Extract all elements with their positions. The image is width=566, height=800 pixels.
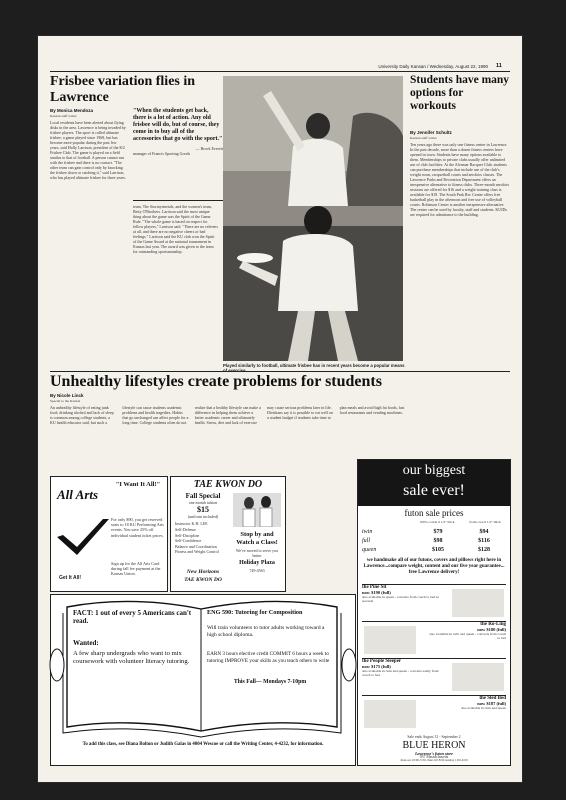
- futon-item: the Ro-Ling now $180 (full) also available in twin and queen - converts from couch to bed: [362, 621, 506, 658]
- all-arts-signup: Sign up for the All Arts Card during fall fee payment at the Kansas Union.: [111, 561, 161, 577]
- frisbee-byline: By Monica Mendoza: [50, 108, 94, 113]
- blue-heron-hours: mon-sat 10:00-5:30, thurs till 8:00 sunday 1:00-4:00: [400, 759, 468, 762]
- all-arts-title: All Arts: [57, 487, 99, 502]
- all-arts-body: For only $90, you get reserved seats to 18 KU Performing Arts events. You save 25% off individual student ticket prices.: [111, 517, 164, 538]
- futon-price-row: twin $79 $94: [362, 529, 489, 535]
- section-rule: [50, 371, 510, 372]
- header-rule: [50, 71, 510, 72]
- blue-heron: BLUE HERON: [402, 740, 466, 751]
- frisbee-pull-quote: [133, 108, 223, 201]
- futon-sketch: [452, 589, 504, 617]
- students-headline: Students have many options for workouts: [410, 74, 510, 112]
- futon-items: [362, 584, 506, 734]
- lifestyles-byline-title: Special to the Kansan: [50, 399, 81, 403]
- futon-sketch: [364, 626, 416, 654]
- futon-sketch: [452, 663, 504, 691]
- futon-col1: 100% cotton 6 1/2" thick: [419, 520, 455, 524]
- tutoring-contact: To add this class, see Diana Bolton or Judith Galas in 4004 Wescoe or call the Writing Center, 4-4232, for information.: [82, 742, 324, 747]
- pull-quote-text: "When the students get back, there is a lot of action. Any old frisbee will do, but of course, they come in to buy all of the accessories that go with the sport.": [133, 108, 223, 142]
- benefit-item: Self-Confidence: [175, 538, 202, 543]
- futon-sketch: [364, 700, 416, 728]
- frisbee-photo: [223, 76, 403, 361]
- benefit-item: Fitness and Weight Control: [175, 549, 219, 554]
- futon-price-row: queen $105 $128: [362, 547, 490, 553]
- futon-price-table: [362, 528, 506, 555]
- futon-intro: we handmake all of our futons, covers and pillows right here in Lawrence...compare weight, content and our five year guarantee... free Lawrence delivery!: [363, 558, 505, 575]
- futon-sale-dates: Sale ends August 31 - September 2: [407, 735, 461, 739]
- futon-col2: foam core 6 1/2" thick: [469, 520, 501, 524]
- eng-course: ENG 590: Tutoring for Composition: [207, 609, 303, 616]
- new-horizons-tkd: TAE KWON DO: [184, 577, 222, 583]
- book-right-hand: [341, 635, 357, 695]
- fall-special: Fall Special: [185, 492, 221, 500]
- tkd-location: Holiday Plaza: [239, 560, 275, 566]
- tkd-stop-by: Stop by and Watch a Class!: [236, 531, 278, 546]
- frisbee-body-col2: team, The Stormyrinetals, and the women's team, Betty O'Brothers. Larrison said the most unique thing about the game was the Spirit of the Game Rule. "The whole game is based on respect for fellow players," Larrison said. "There are no referees at all, and there are no negative cheers or bad feelings." Larrison said the KU club won the Spirit of the Game Award at the national tournament in Kansas last year. The award was given to the team for outstanding sportsmanship.: [133, 204, 218, 254]
- benefit-item: Self-Discipline: [175, 532, 200, 538]
- tkd-offer: one month tuition: [188, 500, 218, 505]
- lifestyles-byline: By Nicole Linck: [50, 393, 84, 398]
- get-it-all: Get It All!: [59, 575, 82, 581]
- pull-quote-name: — Brock Everett: [195, 146, 223, 151]
- all-arts-card-graphic: [55, 517, 111, 557]
- fact-text: FACT: 1 out of every 5 Americans can't read.: [73, 609, 192, 625]
- students-byline: By Jennifer Schultz: [410, 130, 452, 135]
- newspaper-page: [38, 36, 522, 782]
- frisbee-headline: Frisbee variation flies in Lawrence: [50, 74, 196, 105]
- lifestyles-body: An unhealthy lifestyle of eating junk food, drinking alcohol and lack of sleep is common among college students, a KU health educator said, but such a lifestyle can cause students academic problems and health tragedies. Habits that go unchanged can affect people for a long time. College students often do not realize that a healthy lifestyle can make a difference in helping them achieve a better academic career and ultimately health. Stress, diet and lack of exercise may cause serious problems later in life. Dietitians say it is possible to eat well on a student budget if students take time to plan meals and avoid high fat foods, fast food restaurants and vending machines.: [50, 405, 405, 425]
- benefit-item: Self-Defense: [175, 527, 196, 532]
- students-byline-title: Kansan staff writer: [410, 136, 437, 140]
- eng-desc: Will train volunteers to tutor adults working toward a high school diploma.: [207, 625, 325, 638]
- tkd-moved: We've moved to serve you better: [235, 548, 279, 558]
- tkd-price: $15: [197, 505, 209, 514]
- earn-commit-improve: EARN 3 hours elective credit COMMIT 6 hours a week to tutoring IMPROVE your skills as you teach others to write: [207, 651, 330, 664]
- page-number: 11: [496, 63, 502, 69]
- tkd-uniform: (uniform included): [187, 514, 219, 519]
- tkd-instructor: Instructor K.H. LEE: [175, 521, 208, 526]
- new-horizons: New Horizons: [186, 569, 220, 575]
- futon-ad: [357, 459, 511, 766]
- blue-heron-tagline: Lawrence's futon store: [415, 751, 453, 756]
- futon-headline2: sale ever!: [403, 482, 465, 499]
- frisbee-body-col1: Local residents have been alerted about flying disks in the area. Lawrence is being invaded by frisbee players. The sport is called ultimate frisbee, a game played since 1968, but has become more popular during the past few years, said Holly Larrison, president of the KU Frisbee Club. The game is played on a field similar to that of football. A person cannot run with the frisbee and there is no contact. "The other team can gain control only by knocking the frisbee down or catching it," said Larrison, who has played ultimate frisbee for three years.: [50, 120, 126, 180]
- lifestyles-headline: Unhealthy lifestyles create problems for students: [50, 373, 382, 390]
- futon-headline1: our biggest: [402, 463, 466, 478]
- tkd-benefits: [175, 527, 231, 555]
- blue-heron-address: 937 Massachusetts: [419, 755, 449, 759]
- taekwondo-title: TAE KWON DO: [193, 479, 263, 490]
- futon-price-row: full $98 $116: [362, 538, 490, 544]
- futon-item: the Sled Bed now $187 (full) also available in twin and queen: [362, 695, 506, 734]
- book-left-hand: [49, 635, 65, 695]
- paper-info: University Daily Kansan / Wednesday, August 22, 1990: [378, 64, 488, 69]
- students-body: Ten years ago there was only one fitness center in Lawrence. In the past decade, more than a dozen fitness centers have opened in town. Students have many options available to them. Memberships to private clubs usually offer unlimited use of club facilities. At the Alvamar Racquet Club, students can purchase memberships that include use of the club's weight room, racquetball courts and aerobics classes. The Lawrence Parks and Recreation Department offers an inexpensive alternative to fitness clubs. Three-month aerobics sessions are offered for $16 and a weight training class is available for $18. The South Park Rec Center offers free basketball play in the afternoon and free use of volleyball courts. Robinson Center is another inexpensive alternative. The center can be used by faculty, staff and students. KUIDs are required for admittance to the building.: [410, 142, 510, 217]
- photo-caption: Played similarly to football, ultimate frisbee has in recent years become a popular means: [223, 363, 405, 368]
- wanted-label: Wanted:: [73, 639, 99, 647]
- wanted-text: A few sharp undergrads who want to mix coursework with volunteer literacy tutoring.: [73, 650, 190, 665]
- all-arts-ad: [50, 476, 168, 592]
- pull-quote-title: manager of Francis Sporting Goods: [133, 151, 191, 156]
- tkd-photo: [233, 493, 281, 527]
- futon-item: the Pine Sit now $190 (full) also available in queen - converts from couch to bed in seconds: [362, 584, 506, 621]
- futon-item: the People Sleeper now $175 (full) also available in twin and queen - converts easily from couch to bed: [362, 658, 506, 695]
- taekwondo-ad: [170, 476, 286, 592]
- benefit-item: Balance and Coordination: [175, 543, 217, 549]
- futon-subhead: futon sale prices: [404, 508, 464, 518]
- frisbee-byline-title: Kansan staff writer: [50, 114, 77, 118]
- tutoring-ad: [50, 594, 356, 766]
- all-arts-tagline: "I Want It All!": [115, 481, 161, 488]
- schedule: This Fall— Mondays 7-10pm: [233, 679, 307, 685]
- tkd-phone: 749-4563: [249, 568, 265, 573]
